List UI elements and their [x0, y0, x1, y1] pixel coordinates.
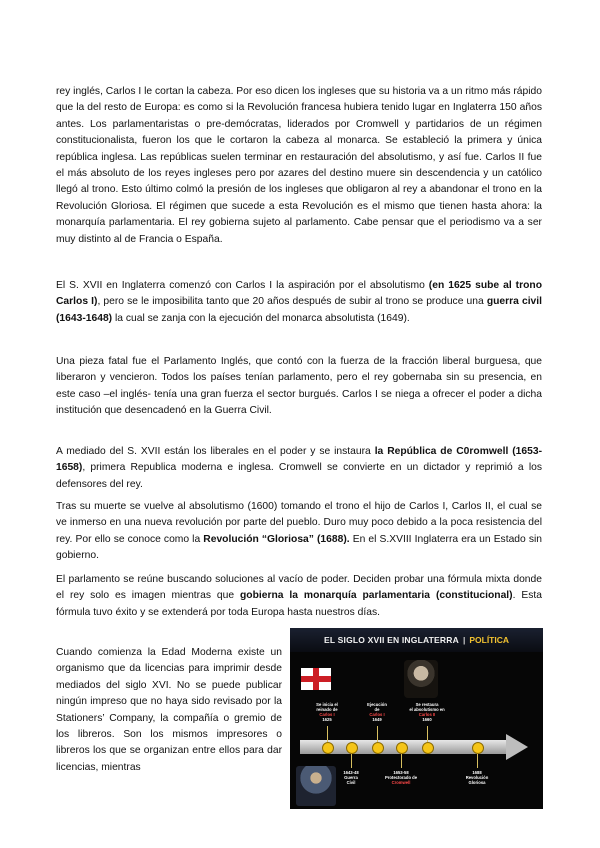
title-separator: |	[462, 635, 466, 645]
bold-run: gobierna la monarquía parlamentaria (constitucional)	[240, 590, 513, 602]
text-run: A mediado del S. XVII están los liberales en el poder y se instaura	[56, 446, 375, 457]
paragraph-parliamentary-monarchy	[56, 572, 542, 621]
text-run: . Esta fórmula tuvo éxito y se extenderá por toda Europa hasta nuestros días.	[56, 590, 542, 618]
text-run: En el S.XVIII Inglaterra era un Estado sin gobierno.	[56, 533, 542, 562]
timeline-title: EL SIGLO XVII EN INGLATERRA	[323, 635, 459, 645]
bold-run: Revolución “Gloriosa” (1688).	[203, 533, 350, 545]
paragraph-cromwell-republic	[56, 444, 542, 493]
timeline-event-1660: Se restaura el absolutismo en Carlos II 1660	[409, 702, 445, 722]
text-run: El S. XVII en Inglaterra comenzó con Carlos I la aspiración por el absolutismo	[56, 280, 429, 291]
paragraph-charles-i-execution	[56, 84, 542, 248]
paragraph-glorious-revolution	[56, 499, 542, 565]
timeline-subtitle: POLÍTICA	[469, 635, 510, 645]
timeline-marker	[322, 742, 334, 754]
timeline-event-glorious-revolution: 1688 Revolución Gloriosa	[465, 770, 489, 785]
bold-run: la República de C0romwell (1653-1658)	[56, 446, 542, 474]
timeline-marker	[396, 742, 408, 754]
timeline-event-1649: Ejecución de Carlos I 1649	[367, 702, 387, 722]
text-run: , pero se le imposibilita tanto que 20 años después de subir al trono se produce una	[97, 296, 487, 308]
timeline-marker	[372, 742, 384, 754]
timeline-event-1625: Se inicia el reinado de Carlos I 1625	[316, 702, 338, 722]
timeline-marker	[346, 742, 358, 754]
timeline-title-bar	[290, 628, 543, 652]
paragraph-stationers-company	[56, 645, 282, 776]
timeline-arrowhead	[506, 734, 528, 760]
text-run: El parlamento se reúne buscando soluciones al vacío de poder. Deciden probar una fórmula mixta donde el rey solo es imagen mientras que	[56, 574, 542, 602]
timeline-marker	[422, 742, 434, 754]
text-run: la cual se zanja con la ejecución del monarca absolutista (1649).	[112, 312, 410, 324]
bold-run: (en 1625 sube al trono Carlos I)	[56, 280, 542, 308]
text-run: Tras su muerte se vuelve al absolutismo (1600) tomando el trono el hijo de Carlos I, Carlos II, el cual se ve inmerso en una nueva revolución por parte del pueblo. Duro muy poco debido a la poca resistencia del rey. Por ello se conoce como la	[56, 501, 542, 545]
paragraph-17th-century	[56, 278, 542, 327]
timeline-event-civil-war: 1643-48 Guerra Civil	[343, 770, 359, 785]
timeline-event-cromwell: 1653-58 Protectorado de Cromwell	[384, 770, 418, 785]
timeline-marker	[472, 742, 484, 754]
england-flag-icon	[301, 668, 331, 690]
timeline-figure	[290, 628, 543, 809]
paragraph-text: rey inglés, Carlos I le cortan la cabeza. Por eso dicen los ingleses que su historia va a un ritmo más rápido que la del resto de Europa: es como si la Revolución francesa hubiera tenido lugar en Inglaterra 150 años antes. Los parlamentaristas o pre-demócratas, liderados por Cromwell y partidarios de un régimen constitucionalista, fueron los que le cortaron la cabeza al monarca. Se estableció la primera y única república inglesa. Las repúblicas suelen terminar en restauración del absolutismo, y así fue. Carlos II fue el más absoluto de los reyes ingleses pero por azares del destino muere sin descendencia y un católico llegó al trono. Esto último colmó la presión de los ingleses que obligaron al rey a abandonar el trono en la Revolución Gloriosa. El régimen que sucede a esta Revolución es el mismo que tienen hasta ahora: la monarquía parlamentaria. El rey gobierna sujeto al parlamento. Cabe pensar que el periodismo va a ser muy distinto al de Francia o España.	[56, 86, 542, 245]
paragraph-text: Cuando comienza la Edad Moderna existe un organismo que da licencias para imprimir desde mediados del siglo XVI. No se puede publicar ningún impreso que no haya sido revisado por la Stationers’ Company, la compañía o gremio de los libreros. Son los mismos impresores o libreros los que se organizan entre ellos para dar licencias, mientras	[56, 647, 282, 773]
text-run: , primera Republica moderna e inglesa. Cromwell se convierte en un dictador y reprimió a los defensores del rey.	[56, 462, 542, 490]
paragraph-text: Una pieza fatal fue el Parlamento Inglés, que contó con la fuerza de la fracción liberal burguesa, que liberaron y vencieron. Todos los países tenían parlamento, pero el rey gobernaba sin su presencia, en este caso –el inglés- tenía una gran fuerza el sector burgués. Carlos I se niega a ofrecer el poder a dicha institución que desencadenó en la Guerra Civil.	[56, 356, 542, 417]
charles-i-portrait-image	[404, 660, 438, 698]
paragraph-parliament	[56, 354, 542, 420]
bold-run: guerra civil (1643-1648)	[56, 296, 542, 324]
